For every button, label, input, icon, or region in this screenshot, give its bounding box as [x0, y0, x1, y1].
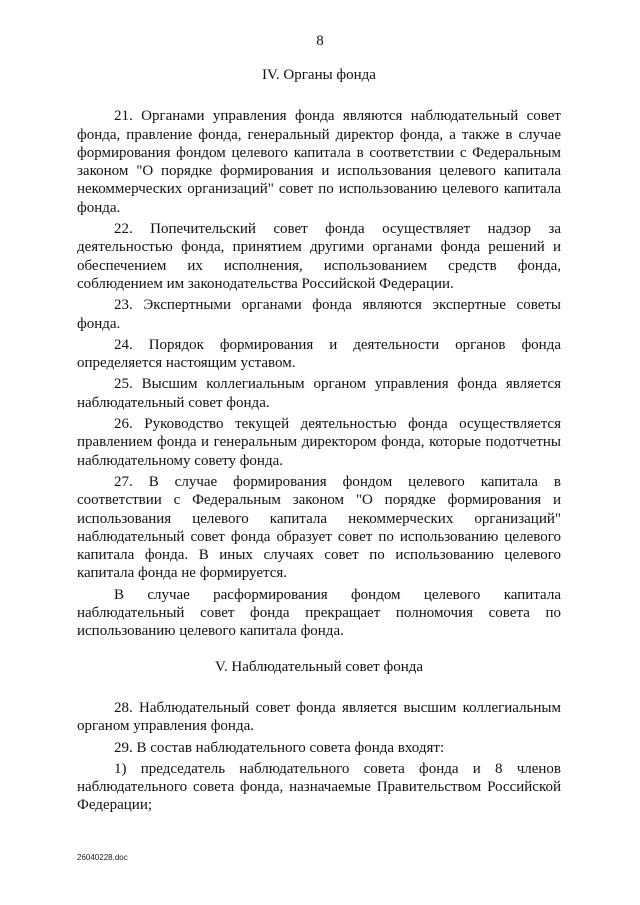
paragraph: 24. Порядок формирования и деятельности органов фонда определяется настоящим уставом. [77, 336, 561, 372]
paragraph: 1) председатель наблюдательного совета фонда и 8 членов наблюдательного совета фонда, назначаемые Правительством Российской Федерации; [77, 760, 561, 814]
paragraph: 21. Органами управления фонда являются наблюдательный совет фонда, правление фонда, генеральный директор фонда, а также в случае формирования фондом целевого капитала в соответствии с Федеральным законом "О порядке формирования и использования целевого капитала некоммерческих организаций" совет по использованию целевого капитала фонда. [77, 108, 561, 216]
paragraph: В случае расформирования фондом целевого капитала наблюдательный совет фонда прекращает полномочия совета по использованию целевого капитала фонда. [77, 586, 561, 640]
paragraph: 22. Попечительский совет фонда осуществляет надзор за деятельностью фонда, принятием другими органами фонда решений и обеспечением их исполнения, использованием средств фонда, соблюдением им законодательства Российской Федерации. [77, 221, 561, 292]
paragraph: 23. Экспертными органами фонда являются экспертные советы фонда. [77, 297, 561, 332]
section-heading: IV. Органы фонда [262, 67, 376, 83]
paragraph: 29. В состав наблюдательного совета фонда входят: [114, 739, 445, 756]
paragraph: 26. Руководство текущей деятельностью фонда осуществляется правлением фонда и генеральным директором фонда, которые подотчетны наблюдательному совету фонда. [77, 416, 561, 469]
paragraph: 27. В случае формирования фондом целевого капитала в соответствии с Федеральным законом "О порядке формирования и использования целевого капитала некоммерческих организаций" наблюдательный совет фонда образует совет по использованию целевого капитала фонда. В иных случаях совет по использованию целевого капитала фонда не формируется. [77, 473, 561, 582]
paragraph: 28. Наблюдательный совет фонда является высшим коллегиальным органом управления фонда. [77, 699, 561, 735]
page-number: 8 [316, 33, 324, 49]
footer-filename: 26040228.doc [77, 853, 128, 862]
paragraph: 25. Высшим коллегиальным органом управления фонда является наблюдательный совет фонда. [77, 376, 561, 411]
section-heading: V. Наблюдательный совет фонда [214, 658, 424, 675]
document-body [77, 66, 561, 818]
